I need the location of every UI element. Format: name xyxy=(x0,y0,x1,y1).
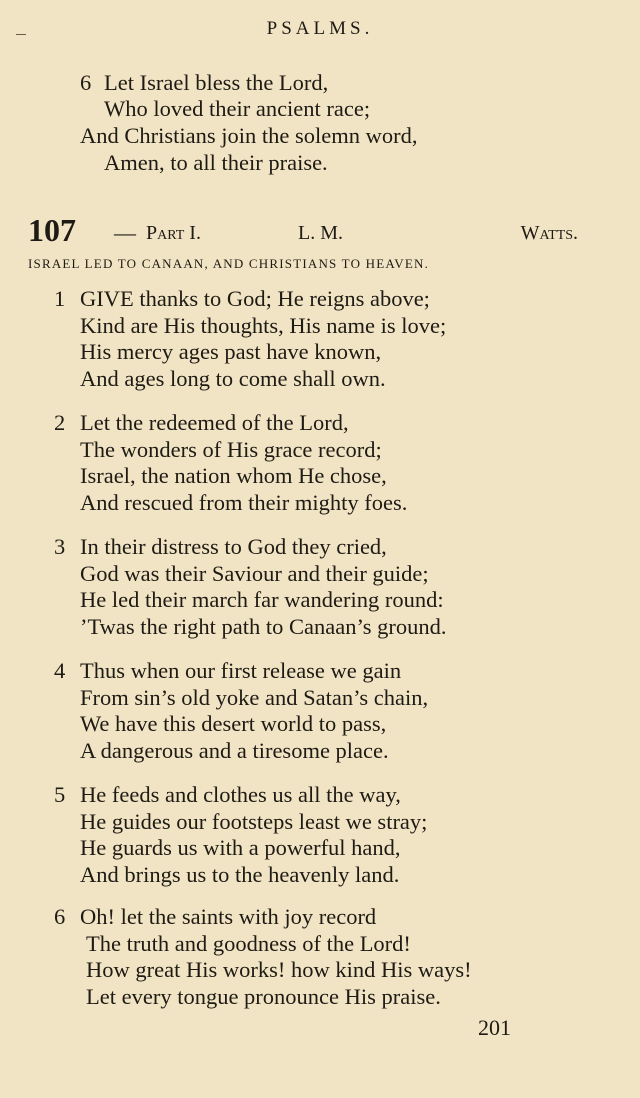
verse-line: Who loved their ancient race; xyxy=(104,96,371,121)
running-head: PSALMS. xyxy=(266,18,374,39)
verse-line: And Christians join the solemn word, xyxy=(80,123,418,148)
hymn-header xyxy=(28,212,578,252)
verse-line: He guides our footsteps least we stray; xyxy=(80,809,428,834)
verse-line: The truth and goodness of the Lord! xyxy=(86,931,411,956)
verse-line: The wonders of His grace record; xyxy=(80,437,382,462)
hymn-meter: L. M. xyxy=(298,222,343,244)
verse-line: We have this desert world to pass, xyxy=(80,711,387,736)
verse-line: And rescued from their mighty foes. xyxy=(80,490,408,515)
verse-line: And brings us to the heavenly land. xyxy=(80,862,400,887)
verse-line: ’Twas the right path to Canaan’s ground. xyxy=(80,614,447,639)
verse-line: He led their march far wandering round: xyxy=(80,587,444,612)
verse-line: Thus when our first release we gain xyxy=(80,658,402,683)
verse-line: A dangerous and a tiresome place. xyxy=(80,738,389,763)
stanza-number: 2 xyxy=(54,410,66,435)
hymn-number: 107 xyxy=(28,212,76,248)
verse-line: His mercy ages past have known, xyxy=(80,339,382,364)
page-number: 201 xyxy=(478,1015,511,1040)
verse-line: Let every tongue pronounce His praise. xyxy=(86,984,441,1009)
verse-line: Oh! let the saints with joy record xyxy=(80,904,377,929)
stanza-number: 5 xyxy=(54,782,66,807)
hymn-part: Part I. xyxy=(146,222,201,244)
verse-line: In their distress to God they cried, xyxy=(80,534,387,559)
hymn-subtitle: ISRAEL LED TO CANAAN, AND CHRISTIANS TO HEAVEN. xyxy=(28,256,430,271)
verse-line: Kind are His thoughts, His name is love; xyxy=(80,313,447,338)
verse-line: GIVE thanks to God; He reigns above; xyxy=(80,286,430,311)
header-dash: — xyxy=(114,220,136,245)
verse-line: Let Israel bless the Lord, xyxy=(104,70,329,95)
verse-line: God was their Saviour and their guide; xyxy=(80,561,429,586)
verse-line: Israel, the nation whom He chose, xyxy=(80,463,387,488)
stanza-number: 3 xyxy=(54,534,66,559)
verse-line: And ages long to come shall own. xyxy=(80,366,386,391)
verse-line: Amen, to all their praise. xyxy=(104,150,328,175)
verse-line: From sin’s old yoke and Satan’s chain, xyxy=(80,685,429,710)
verse-line: How great His works! how kind His ways! xyxy=(86,957,472,982)
verse-line: He feeds and clothes us all the way, xyxy=(80,782,401,807)
hymn-author: Watts. xyxy=(520,222,578,244)
stanza-number: 1 xyxy=(54,286,66,311)
verse-line: He guards us with a powerful hand, xyxy=(80,835,401,860)
stanza-number: 6 xyxy=(80,70,92,95)
stanza-number: 6 xyxy=(54,904,66,929)
verse-line: Let the redeemed of the Lord, xyxy=(80,410,349,435)
stanza-number: 4 xyxy=(54,658,66,683)
